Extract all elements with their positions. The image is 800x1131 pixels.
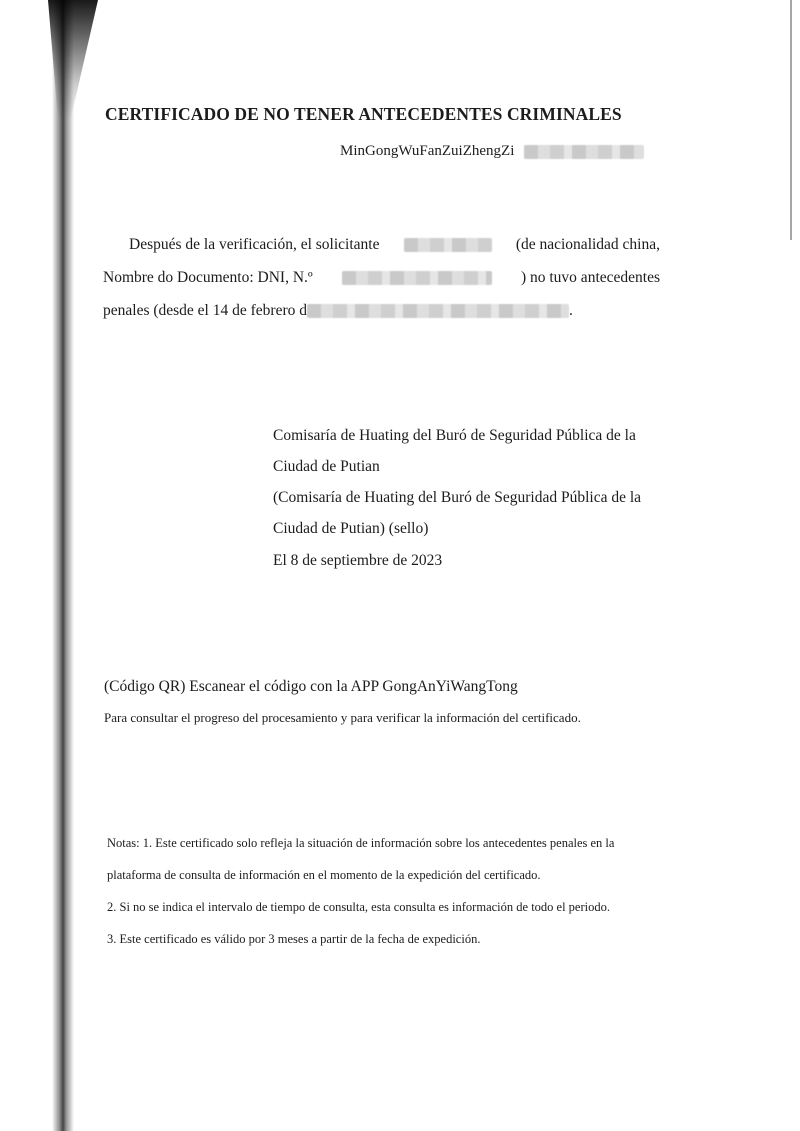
body-text: (de nacionalidad china, — [515, 236, 660, 253]
issuer-seal-line: Ciudad de Putian) (sello) — [273, 520, 429, 537]
redacted-id-number — [342, 271, 492, 285]
body-line-3 — [103, 302, 660, 320]
body-text: Nombre do Documento: DNI, N.º — [103, 269, 313, 286]
redacted-reference — [524, 145, 644, 159]
scan-edge-shadow — [52, 0, 74, 1131]
body-text: penales (desde el 14 de febrero d — [103, 302, 307, 319]
body-line-1 — [103, 236, 660, 254]
body-text: . — [569, 302, 573, 319]
scan-edge-right — [790, 0, 792, 240]
qr-purpose: Para consultar el progreso del procesamiento y para verificar la información del certificado. — [104, 710, 581, 725]
issue-date: El 8 de septiembre de 2023 — [273, 552, 443, 569]
qr-instruction: (Código QR) Escanear el código con la APP GongAnYiWangTong — [104, 678, 518, 695]
redacted-date-range — [307, 304, 569, 318]
note-line: 2. Si no se indica el intervalo de tiempo de consulta, esta consulta es información de todo el periodo. — [107, 900, 610, 914]
body-line-2 — [103, 269, 660, 287]
issuer-line: Comisaría de Huating del Buró de Seguridad Pública de la — [273, 427, 636, 444]
issuer-seal-line: (Comisaría de Huating del Buró de Seguridad Pública de la — [273, 489, 642, 506]
note-line: Notas: 1. Este certificado solo refleja la situación de información sobre los antecedentes penales en la — [107, 836, 615, 850]
note-line: 3. Este certificado es válido por 3 meses a partir de la fecha de expedición. — [107, 932, 481, 946]
body-text: ) no tuvo antecedentes — [520, 269, 660, 286]
issuer-line: Ciudad de Putian — [273, 458, 380, 475]
reference-number — [340, 143, 644, 160]
body-text: Después de la verificación, el solicitante — [129, 236, 380, 253]
document-title: CERTIFICADO DE NO TENER ANTECEDENTES CRIMINALES — [105, 104, 622, 124]
note-line: plataforma de consulta de información en el momento de la expedición del certificado. — [107, 868, 541, 882]
redacted-name — [404, 238, 492, 252]
reference-prefix: MinGongWuFanZuiZhengZi — [340, 143, 515, 159]
